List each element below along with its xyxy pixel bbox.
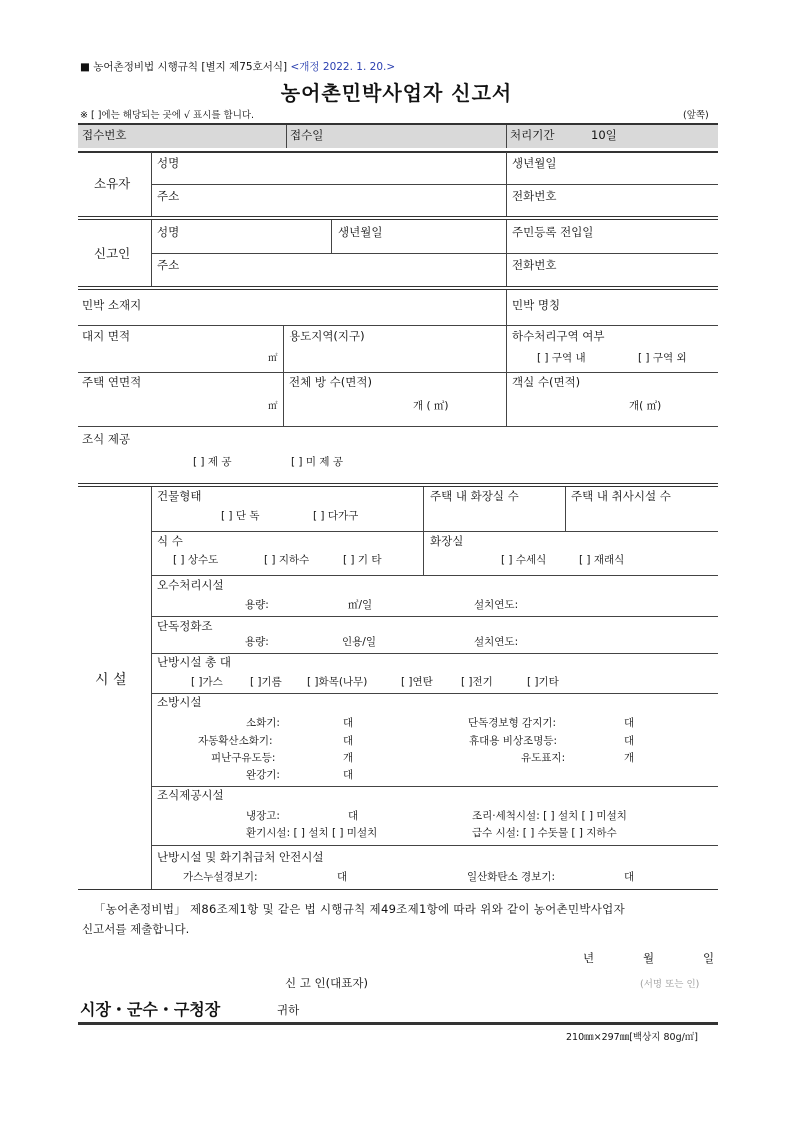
total-rooms-unit: 개 ( ㎡) (413, 400, 449, 412)
heat-other-checkbox[interactable]: [ ]기타 (527, 676, 559, 688)
heat-electric-checkbox[interactable]: [ ]전기 (461, 676, 493, 688)
house-area-unit: ㎡ (268, 401, 278, 412)
co-alarm-unit: 대 (624, 871, 635, 883)
fridge-unit: 대 (348, 810, 359, 822)
guest-rooms-unit: 개( ㎡) (629, 400, 662, 412)
fire-extinguisher-label: 소화기: (246, 717, 280, 729)
septic-capacity-unit: 인용/일 (342, 636, 376, 648)
owner-phone-label: 전화번호 (512, 189, 557, 203)
exit-light-label: 피난구유도등: (211, 752, 276, 764)
processing-period-label: 처리기간 (510, 128, 555, 142)
paper-spec: 210㎜×297㎜[백상지 80g/㎡] (566, 1032, 699, 1043)
descender-unit: 대 (343, 769, 354, 781)
land-area-unit: ㎡ (268, 353, 278, 364)
restroom-flush-checkbox[interactable]: [ ] 수세식 (501, 554, 547, 566)
co-alarm-label: 일산화탄소 경보기: (467, 871, 556, 883)
building-type-label: 건물형태 (157, 489, 202, 503)
toilet-count-label: 주택 내 화장실 수 (430, 489, 519, 503)
sewage-facility-label: 오수처리시설 (157, 578, 224, 592)
location-label: 민박 소재지 (82, 298, 142, 312)
fire-safety-label: 소방시설 (157, 695, 202, 709)
lodging-name-label: 민박 명칭 (512, 298, 561, 312)
gas-alarm-label: 가스누설경보기: (183, 871, 258, 883)
breakfast-label: 조식 제공 (82, 432, 131, 446)
house-area-label: 주택 연면적 (82, 375, 142, 389)
sewage-capacity-label: 용량: (245, 599, 269, 611)
owner-name-label: 성명 (157, 156, 180, 170)
reporter-signature-label: 신 고 인(대표자) (285, 976, 368, 990)
sewage-zone-outside-checkbox[interactable]: [ ] 구역 외 (638, 352, 687, 364)
kitchen-count-label: 주택 내 취사시설 수 (571, 489, 671, 503)
building-multi-checkbox[interactable]: [ ] 다가구 (313, 510, 359, 522)
heat-briquette-checkbox[interactable]: [ ]연탄 (401, 676, 433, 688)
guide-sign-unit: 개 (624, 752, 635, 764)
breakfast-yes-checkbox[interactable]: [ ] 제 공 (193, 456, 232, 468)
septic-install-year-label: 설치연도: (474, 636, 519, 648)
heat-gas-checkbox[interactable]: [ ]가스 (191, 676, 223, 688)
date-month-label: 월 (643, 951, 655, 965)
auto-extinguisher-unit: 대 (343, 735, 354, 747)
reporter-birth-label: 생년월일 (338, 225, 383, 239)
heat-wood-checkbox[interactable]: [ ]화목(나무) (307, 676, 368, 688)
reporter-section-label: 신고인 (94, 246, 131, 261)
facilities-section-label: 시 설 (95, 672, 127, 688)
water-supply-checkbox[interactable]: 급수 시설: [ ] 수돗물 [ ] 지하수 (472, 827, 617, 839)
guide-sign-label: 유도표지: (521, 752, 566, 764)
heat-oil-checkbox[interactable]: [ ]기름 (250, 676, 282, 688)
guest-rooms-label: 객실 수(면적) (512, 375, 581, 389)
restroom-label: 화장실 (430, 534, 464, 548)
addressee: 시장・군수・구청장 (80, 1000, 221, 1019)
page-side-label: (앞쪽) (683, 110, 709, 121)
sewage-capacity-unit: ㎥/일 (348, 599, 373, 611)
heating-label: 난방시설 총 대 (157, 655, 231, 669)
page-title: 농어촌민박사업자 신고서 (280, 81, 513, 105)
date-day-label: 일 (703, 951, 715, 965)
drinking-water-label: 식 수 (157, 534, 183, 548)
total-rooms-label: 전체 방 수(면적) (289, 375, 372, 389)
reporter-address-label: 주소 (157, 258, 180, 272)
descender-label: 완강기: (246, 769, 280, 781)
form-reference-text: 농어촌정비법 시행규칙 [별지 제75호서식] (93, 61, 288, 73)
water-ground-checkbox[interactable]: [ ] 지하수 (264, 554, 310, 566)
zoning-label: 용도지역(지구) (289, 329, 365, 343)
gas-alarm-unit: 대 (337, 871, 348, 883)
receipt-number-label: 접수번호 (82, 128, 127, 142)
ventilation-checkbox[interactable]: 환기시설: [ ] 설치 [ ] 미설치 (246, 827, 378, 839)
septic-capacity-label: 용량: (245, 636, 269, 648)
water-other-checkbox[interactable]: [ ] 기 타 (343, 554, 382, 566)
land-area-label: 대지 면적 (82, 329, 131, 343)
processing-period-value: 10일 (591, 128, 617, 142)
checkbox-instruction: ※ [ ]에는 해당되는 곳에 √ 표시를 합니다. (80, 110, 255, 121)
signature-note: (서명 또는 인) (640, 979, 700, 990)
auto-extinguisher-label: 자동확산소화기: (198, 735, 273, 747)
owner-birth-label: 생년월일 (512, 156, 557, 170)
reporter-move-in-label: 주민등록 전입일 (512, 225, 594, 239)
declaration-line-1: 「농어촌정비법」 제86조제1항 및 같은 법 시행규칙 제49조제1항에 따라 위와 같이 농어촌민박사업자 (94, 902, 625, 916)
fire-extinguisher-unit: 대 (343, 717, 354, 729)
sewage-zone-label: 하수처리구역 여부 (512, 329, 605, 343)
form-reference-mark: ■ (80, 61, 90, 73)
breakfast-no-checkbox[interactable]: [ ] 미 제 공 (291, 456, 343, 468)
building-detached-checkbox[interactable]: [ ] 단 독 (221, 510, 260, 522)
smoke-detector-label: 단독경보형 감지기: (468, 717, 557, 729)
sewage-install-year-label: 설치연도: (474, 599, 519, 611)
owner-address-label: 주소 (157, 189, 180, 203)
revision-note: <개정 2022. 1. 20.> (290, 61, 396, 73)
declaration-line-2: 신고서를 제출합니다. (82, 922, 190, 936)
breakfast-facility-label: 조식제공시설 (157, 788, 224, 802)
emergency-light-label: 휴대용 비상조명등: (469, 735, 558, 747)
date-year-label: 년 (583, 951, 595, 965)
owner-section-label: 소유자 (94, 176, 131, 191)
exit-light-unit: 개 (343, 752, 354, 764)
receipt-bar (78, 124, 718, 148)
reporter-name-label: 성명 (157, 225, 180, 239)
form-reference (80, 62, 395, 73)
smoke-detector-unit: 대 (624, 717, 635, 729)
cook-wash-checkbox[interactable]: 조리·세척시설: [ ] 설치 [ ] 미설치 (472, 810, 627, 822)
honorific: 귀하 (277, 1003, 300, 1017)
restroom-traditional-checkbox[interactable]: [ ] 재래식 (579, 554, 625, 566)
reporter-phone-label: 전화번호 (512, 258, 557, 272)
water-tap-checkbox[interactable]: [ ] 상수도 (173, 554, 219, 566)
fridge-label: 냉장고: (246, 810, 280, 822)
septic-tank-label: 단독정화조 (157, 619, 213, 633)
sewage-zone-inside-checkbox[interactable]: [ ] 구역 내 (537, 352, 586, 364)
safety-facility-label: 난방시설 및 화기취급처 안전시설 (157, 850, 324, 864)
emergency-light-unit: 대 (624, 735, 635, 747)
receipt-date-label: 접수일 (290, 128, 324, 142)
